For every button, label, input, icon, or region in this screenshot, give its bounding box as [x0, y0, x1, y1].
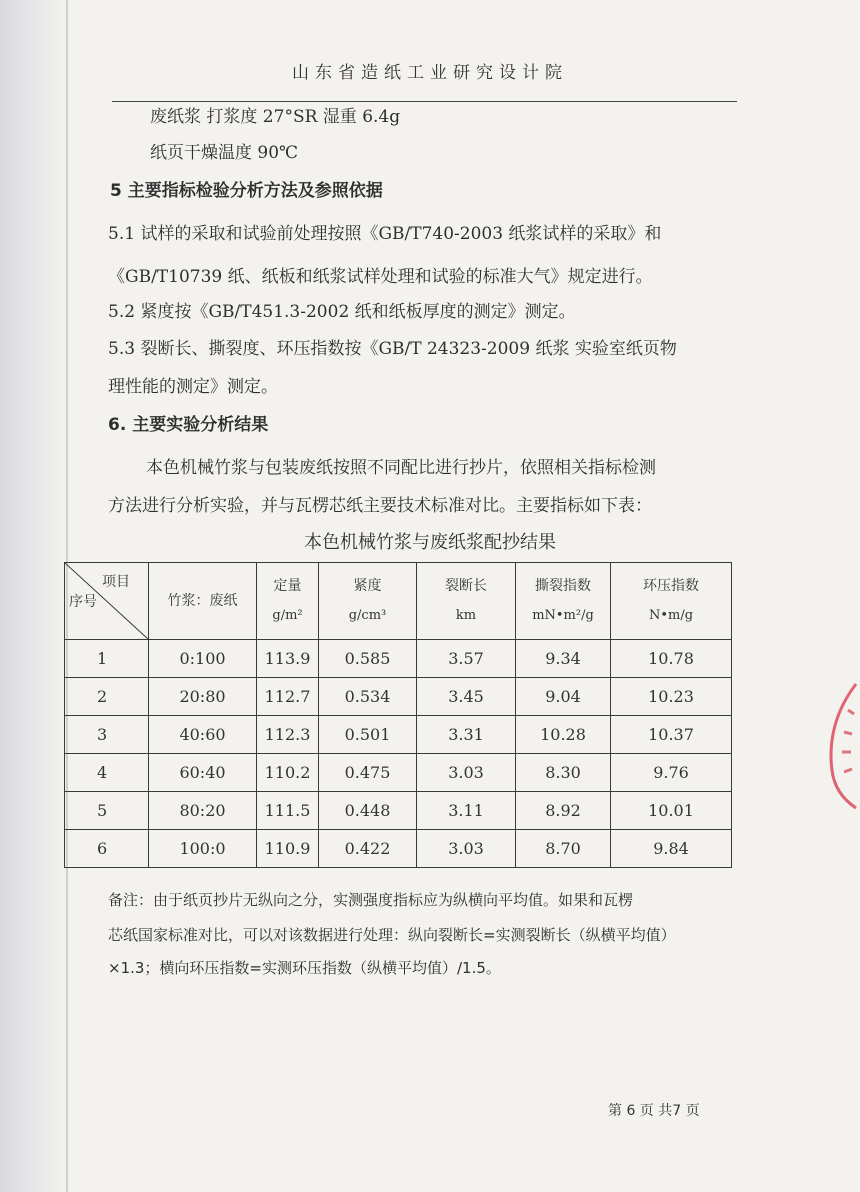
cell-ring-crush: 10.37	[611, 716, 732, 754]
cell-breaking-length: 3.03	[417, 754, 516, 792]
cell-breaking-length: 3.57	[417, 640, 516, 678]
results-paragraph-line-a: 本色机械竹浆与包装废纸按照不同配比进行抄片，依照相关指标检测	[146, 458, 656, 478]
cell-basis-weight: 112.3	[257, 716, 319, 754]
cell-no: 1	[65, 640, 149, 678]
cell-ring-crush: 10.23	[611, 678, 732, 716]
institute-header: 山东省造纸工业研究设计院	[292, 63, 568, 83]
table-row	[65, 754, 732, 792]
header-density-label: 紧度	[353, 578, 382, 594]
cell-tear-index: 8.30	[516, 754, 611, 792]
header-density	[319, 563, 417, 640]
corner-label-item: 项目	[102, 574, 130, 590]
note-line-3: ×1.3；横向环压指数=实测环压指数（纵横平均值）/1.5。	[108, 959, 501, 977]
binding-gutter	[0, 0, 70, 1192]
cell-breaking-length: 3.45	[417, 678, 516, 716]
header-breaking-length	[417, 563, 516, 640]
note-line-1: 备注：由于纸页抄片无纵向之分，实测强度指标应为纵横向平均值。如果和瓦楞	[108, 891, 634, 909]
header-breaking-length-unit: km	[455, 608, 477, 623]
cell-ring-crush: 9.84	[611, 830, 732, 868]
cell-density: 0.534	[319, 678, 417, 716]
header-ratio-label: 竹浆：废纸	[167, 593, 238, 609]
cell-tear-index: 8.92	[516, 792, 611, 830]
page-number: 第 6 页 共7 页	[608, 1103, 700, 1119]
note-line-2: 芯纸国家标准对比，可以对该数据进行处理：纵向裂断长=实测裂断长（纵横平均值）	[108, 926, 676, 944]
cell-basis-weight: 110.2	[257, 754, 319, 792]
cell-density: 0.475	[319, 754, 417, 792]
table-row	[65, 716, 732, 754]
section-5-2-line: 5.2 紧度按《GB/T451.3-2002 纸和纸板厚度的测定》测定。	[108, 302, 576, 322]
cell-basis-weight: 113.9	[257, 640, 319, 678]
section-5-title: 5 主要指标检验分析方法及参照依据	[110, 181, 383, 201]
results-paragraph-line-b: 方法进行分析实验，并与瓦楞芯纸主要技术标准对比。主要指标如下表：	[108, 496, 652, 516]
cell-tear-index: 10.28	[516, 716, 611, 754]
cell-density: 0.448	[319, 792, 417, 830]
header-tear-index-label: 撕裂指数	[535, 578, 591, 594]
section-5-1-line-a: 5.1 试样的采取和试验前处理按照《GB/T740-2003 纸浆试样的采取》和	[108, 224, 662, 244]
table-row	[65, 640, 732, 678]
cell-ratio: 40:60	[149, 716, 257, 754]
header-tear-index	[516, 563, 611, 640]
cell-ratio: 20:80	[149, 678, 257, 716]
cell-no: 2	[65, 678, 149, 716]
cell-ratio: 100:0	[149, 830, 257, 868]
cell-ratio: 0:100	[149, 640, 257, 678]
header-ring-crush-unit: N•m/g	[648, 608, 694, 623]
header-ratio	[149, 563, 257, 640]
cell-density: 0.422	[319, 830, 417, 868]
cell-tear-index: 9.34	[516, 640, 611, 678]
section-5-1-line-b: 《GB/T10739 纸、纸板和纸浆试样处理和试验的标准大气》规定进行。	[108, 267, 653, 287]
header-breaking-length-label: 裂断长	[445, 578, 487, 594]
table-row	[65, 792, 732, 830]
cell-breaking-length: 3.03	[417, 830, 516, 868]
cell-no: 4	[65, 754, 149, 792]
header-tear-index-unit: mN•m²/g	[532, 608, 594, 623]
cell-tear-index: 9.04	[516, 678, 611, 716]
cell-ring-crush: 10.78	[611, 640, 732, 678]
table-header-row	[65, 563, 732, 640]
cell-basis-weight: 112.7	[257, 678, 319, 716]
header-ring-crush	[611, 563, 732, 640]
header-basis-weight-label: 定量	[273, 578, 302, 594]
cell-basis-weight: 110.9	[257, 830, 319, 868]
cell-no: 5	[65, 792, 149, 830]
cell-ring-crush: 9.76	[611, 754, 732, 792]
cell-breaking-length: 3.11	[417, 792, 516, 830]
corner-label-number: 序号	[69, 594, 97, 610]
cell-basis-weight: 111.5	[257, 792, 319, 830]
cell-density: 0.585	[319, 640, 417, 678]
cell-ratio: 60:40	[149, 754, 257, 792]
header-density-unit: g/cm³	[348, 608, 387, 623]
cell-ring-crush: 10.01	[611, 792, 732, 830]
header-basis-weight	[257, 563, 319, 640]
cell-tear-index: 8.70	[516, 830, 611, 868]
corner-header-cell	[65, 563, 149, 640]
table-caption: 本色机械竹浆与废纸浆配抄结果	[304, 532, 556, 553]
header-basis-weight-unit: g/m²	[272, 608, 303, 623]
results-table	[64, 562, 732, 868]
drying-temp-line: 纸页干燥温度 90℃	[150, 143, 299, 163]
waste-pulp-line: 废纸浆 打浆度 27°SR 湿重 6.4g	[150, 107, 401, 127]
partial-seal-stamp	[818, 680, 858, 810]
cell-breaking-length: 3.31	[417, 716, 516, 754]
header-ring-crush-label: 环压指数	[643, 578, 699, 594]
section-6-title: 6. 主要实验分析结果	[108, 415, 269, 435]
section-5-3-line-b: 理性能的测定》测定。	[108, 377, 278, 397]
cell-no: 6	[65, 830, 149, 868]
section-5-3-line-a: 5.3 裂断长、撕裂度、环压指数按《GB/T 24323-2009 纸浆 实验室纸页物	[108, 339, 677, 359]
table-row	[65, 830, 732, 868]
cell-density: 0.501	[319, 716, 417, 754]
table-row	[65, 678, 732, 716]
cell-no: 3	[65, 716, 149, 754]
cell-ratio: 80:20	[149, 792, 257, 830]
